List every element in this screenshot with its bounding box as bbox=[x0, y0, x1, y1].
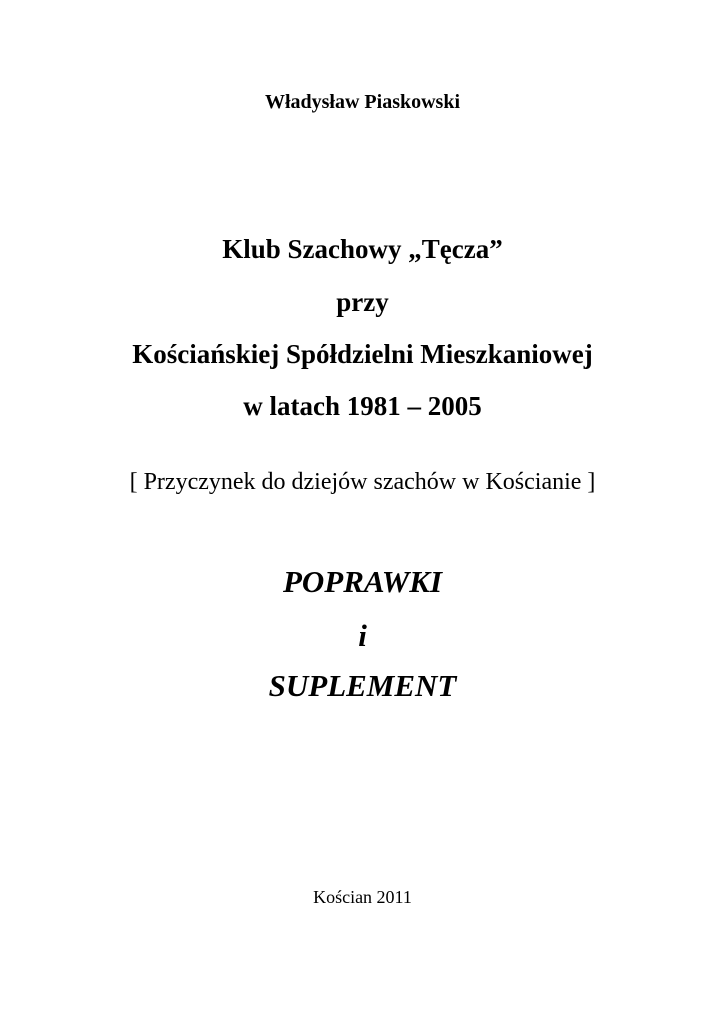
place-and-year: Kościan 2011 bbox=[313, 887, 412, 907]
heading-line-3: SUPLEMENT bbox=[268, 668, 457, 703]
title-line-2: przy bbox=[336, 287, 389, 317]
author-name: Władysław Piaskowski bbox=[264, 91, 461, 113]
subtitle: [ Przyczynek do dziejów szachów w Kościanie ] bbox=[129, 469, 596, 495]
title-line-3: Kościańskiej Spółdzielni Mieszkaniowej bbox=[132, 339, 593, 369]
heading-line-2: i bbox=[358, 618, 367, 653]
title-line-4: w latach 1981 – 2005 bbox=[243, 391, 482, 421]
heading-line-1: POPRAWKI bbox=[282, 564, 443, 599]
title-line-1: Klub Szachowy „Tęcza” bbox=[222, 234, 503, 264]
